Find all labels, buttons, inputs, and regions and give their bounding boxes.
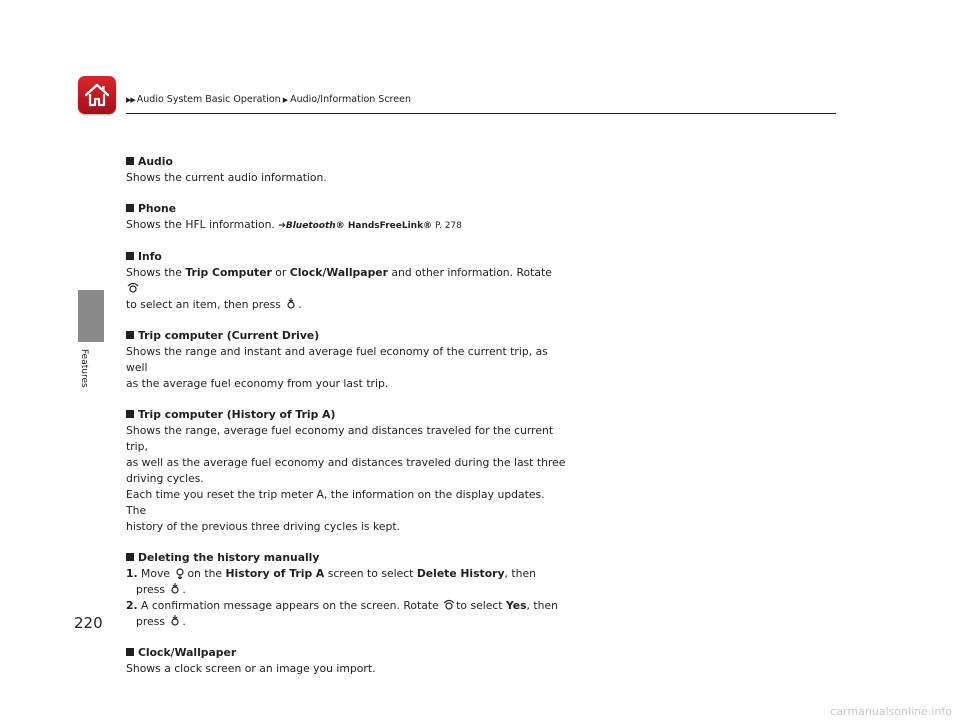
heading-trip-history: Trip computer (History of Trip A)	[126, 407, 566, 423]
heading-info: Info	[126, 249, 566, 265]
breadcrumb-item-audio-info-screen[interactable]: Audio/Information Screen	[290, 94, 411, 105]
interface-dial-press-icon	[169, 615, 181, 627]
interface-dial-rotate-icon	[443, 599, 455, 611]
square-bullet-icon	[126, 553, 134, 561]
clock-text: Shows a clock screen or an image you import.	[126, 662, 376, 675]
trip-current-text: Shows the range and instant and average fuel economy of the current trip, as well as the average fuel economy from your last trip.	[126, 345, 548, 390]
page-content	[126, 154, 566, 677]
section-tab[interactable]	[78, 290, 104, 342]
bluetooth-hfl-link[interactable]: ➔Bluetooth® HandsFreeLink® P. 278	[278, 221, 462, 231]
breadcrumb-arrow-icon: ▶▶	[126, 96, 135, 104]
square-bullet-icon	[126, 648, 134, 656]
home-icon	[82, 80, 112, 110]
trip-history-text: Shows the range, average fuel economy and distances traveled for the current trip, as well as the average fuel economy and distances traveled during the last three driving cycles. Each time you reset the trip meter A, the information on the display updates. The history of the previous three driving cycles is kept.	[126, 424, 566, 533]
square-bullet-icon	[126, 157, 134, 165]
deleting-step-2: 2. A confirmation message appears on the screen. Rotate to select Yes, then press .	[126, 599, 558, 628]
square-bullet-icon	[126, 204, 134, 212]
interface-dial-move-icon	[174, 567, 186, 579]
square-bullet-icon	[126, 410, 134, 418]
home-button[interactable]	[78, 76, 116, 114]
square-bullet-icon	[126, 331, 134, 339]
deleting-step-1: 1. Move on the History of Trip A screen to select Delete History, then press .	[126, 567, 536, 596]
heading-deleting: Deleting the history manually	[126, 550, 566, 566]
ref-arrow-icon: ➔	[278, 221, 286, 231]
heading-audio: Audio	[126, 154, 566, 170]
breadcrumb-arrow-icon: ▶	[282, 96, 289, 104]
square-bullet-icon	[126, 252, 134, 260]
heading-trip-current: Trip computer (Current Drive)	[126, 328, 566, 344]
interface-dial-rotate-icon	[127, 282, 139, 294]
audio-text: Shows the current audio information.	[126, 171, 327, 184]
breadcrumb	[126, 94, 411, 105]
phone-text: Shows the HFL information. ➔Bluetooth® HandsFreeLink® P. 278	[126, 218, 462, 231]
info-text: Shows the Trip Computer or Clock/Wallpaper and other information. Rotate to select an item, then press .	[126, 266, 552, 311]
interface-dial-press-icon	[285, 298, 297, 310]
side-label: Features	[79, 349, 89, 388]
watermark: carmanualsonline.info	[830, 705, 952, 718]
heading-phone: Phone	[126, 201, 566, 217]
page-number: 220	[74, 614, 103, 632]
header-divider	[126, 113, 836, 114]
interface-dial-press-icon	[169, 583, 181, 595]
breadcrumb-item-audio-system[interactable]: Audio System Basic Operation	[136, 94, 281, 105]
heading-clock: Clock/Wallpaper	[126, 645, 566, 661]
